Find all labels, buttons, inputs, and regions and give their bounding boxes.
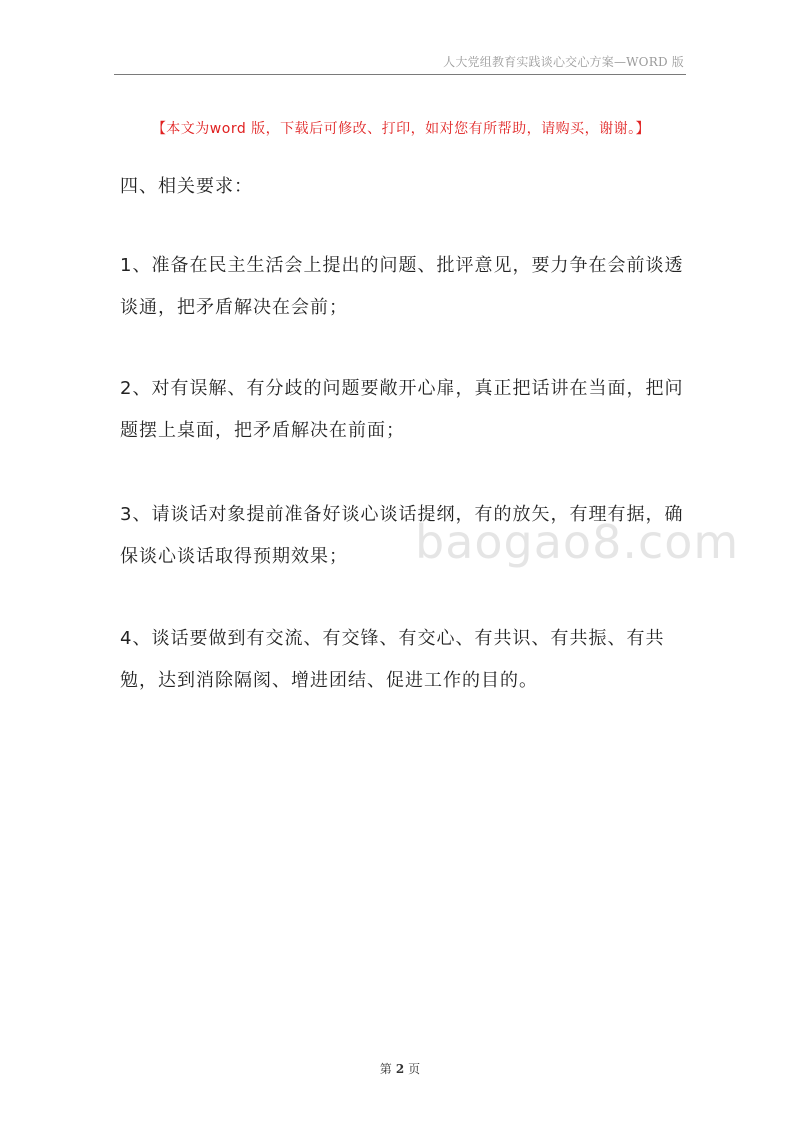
page-number: 2 bbox=[395, 1062, 405, 1076]
page-footer bbox=[0, 1060, 800, 1077]
section-heading: 四、相关要求： bbox=[120, 176, 253, 197]
requirement-item-4: 4、谈话要做到有交流、有交锋、有交心、有共识、有共振、有共勉，达到消除隔阂、增进团结、促进工作的目的。 bbox=[120, 628, 665, 691]
footer-suffix: 页 bbox=[408, 1062, 421, 1076]
header-divider bbox=[114, 74, 686, 75]
requirement-item-3: 3、请谈话对象提前准备好谈心谈话提纲，有的放矢，有理有据，确保谈心谈话取得预期效果； bbox=[120, 504, 684, 567]
running-header: 人大党组教育实践谈心交心方案—WORD 版 bbox=[443, 55, 684, 69]
site-watermark: baogao8.com bbox=[415, 515, 740, 569]
requirement-item-2: 2、对有误解、有分歧的问题要敞开心扉，真正把话讲在当面，把问题摆上桌面，把矛盾解决在前面； bbox=[120, 378, 684, 441]
footer-prefix: 第 bbox=[379, 1062, 392, 1076]
requirement-item-1: 1、准备在民主生活会上提出的问题、批评意见，要力争在会前谈透谈通，把矛盾解决在会前； bbox=[120, 255, 684, 318]
download-notice: 【本文为word 版，下载后可修改、打印，如对您有所帮助，请购买，谢谢。】 bbox=[151, 121, 651, 137]
